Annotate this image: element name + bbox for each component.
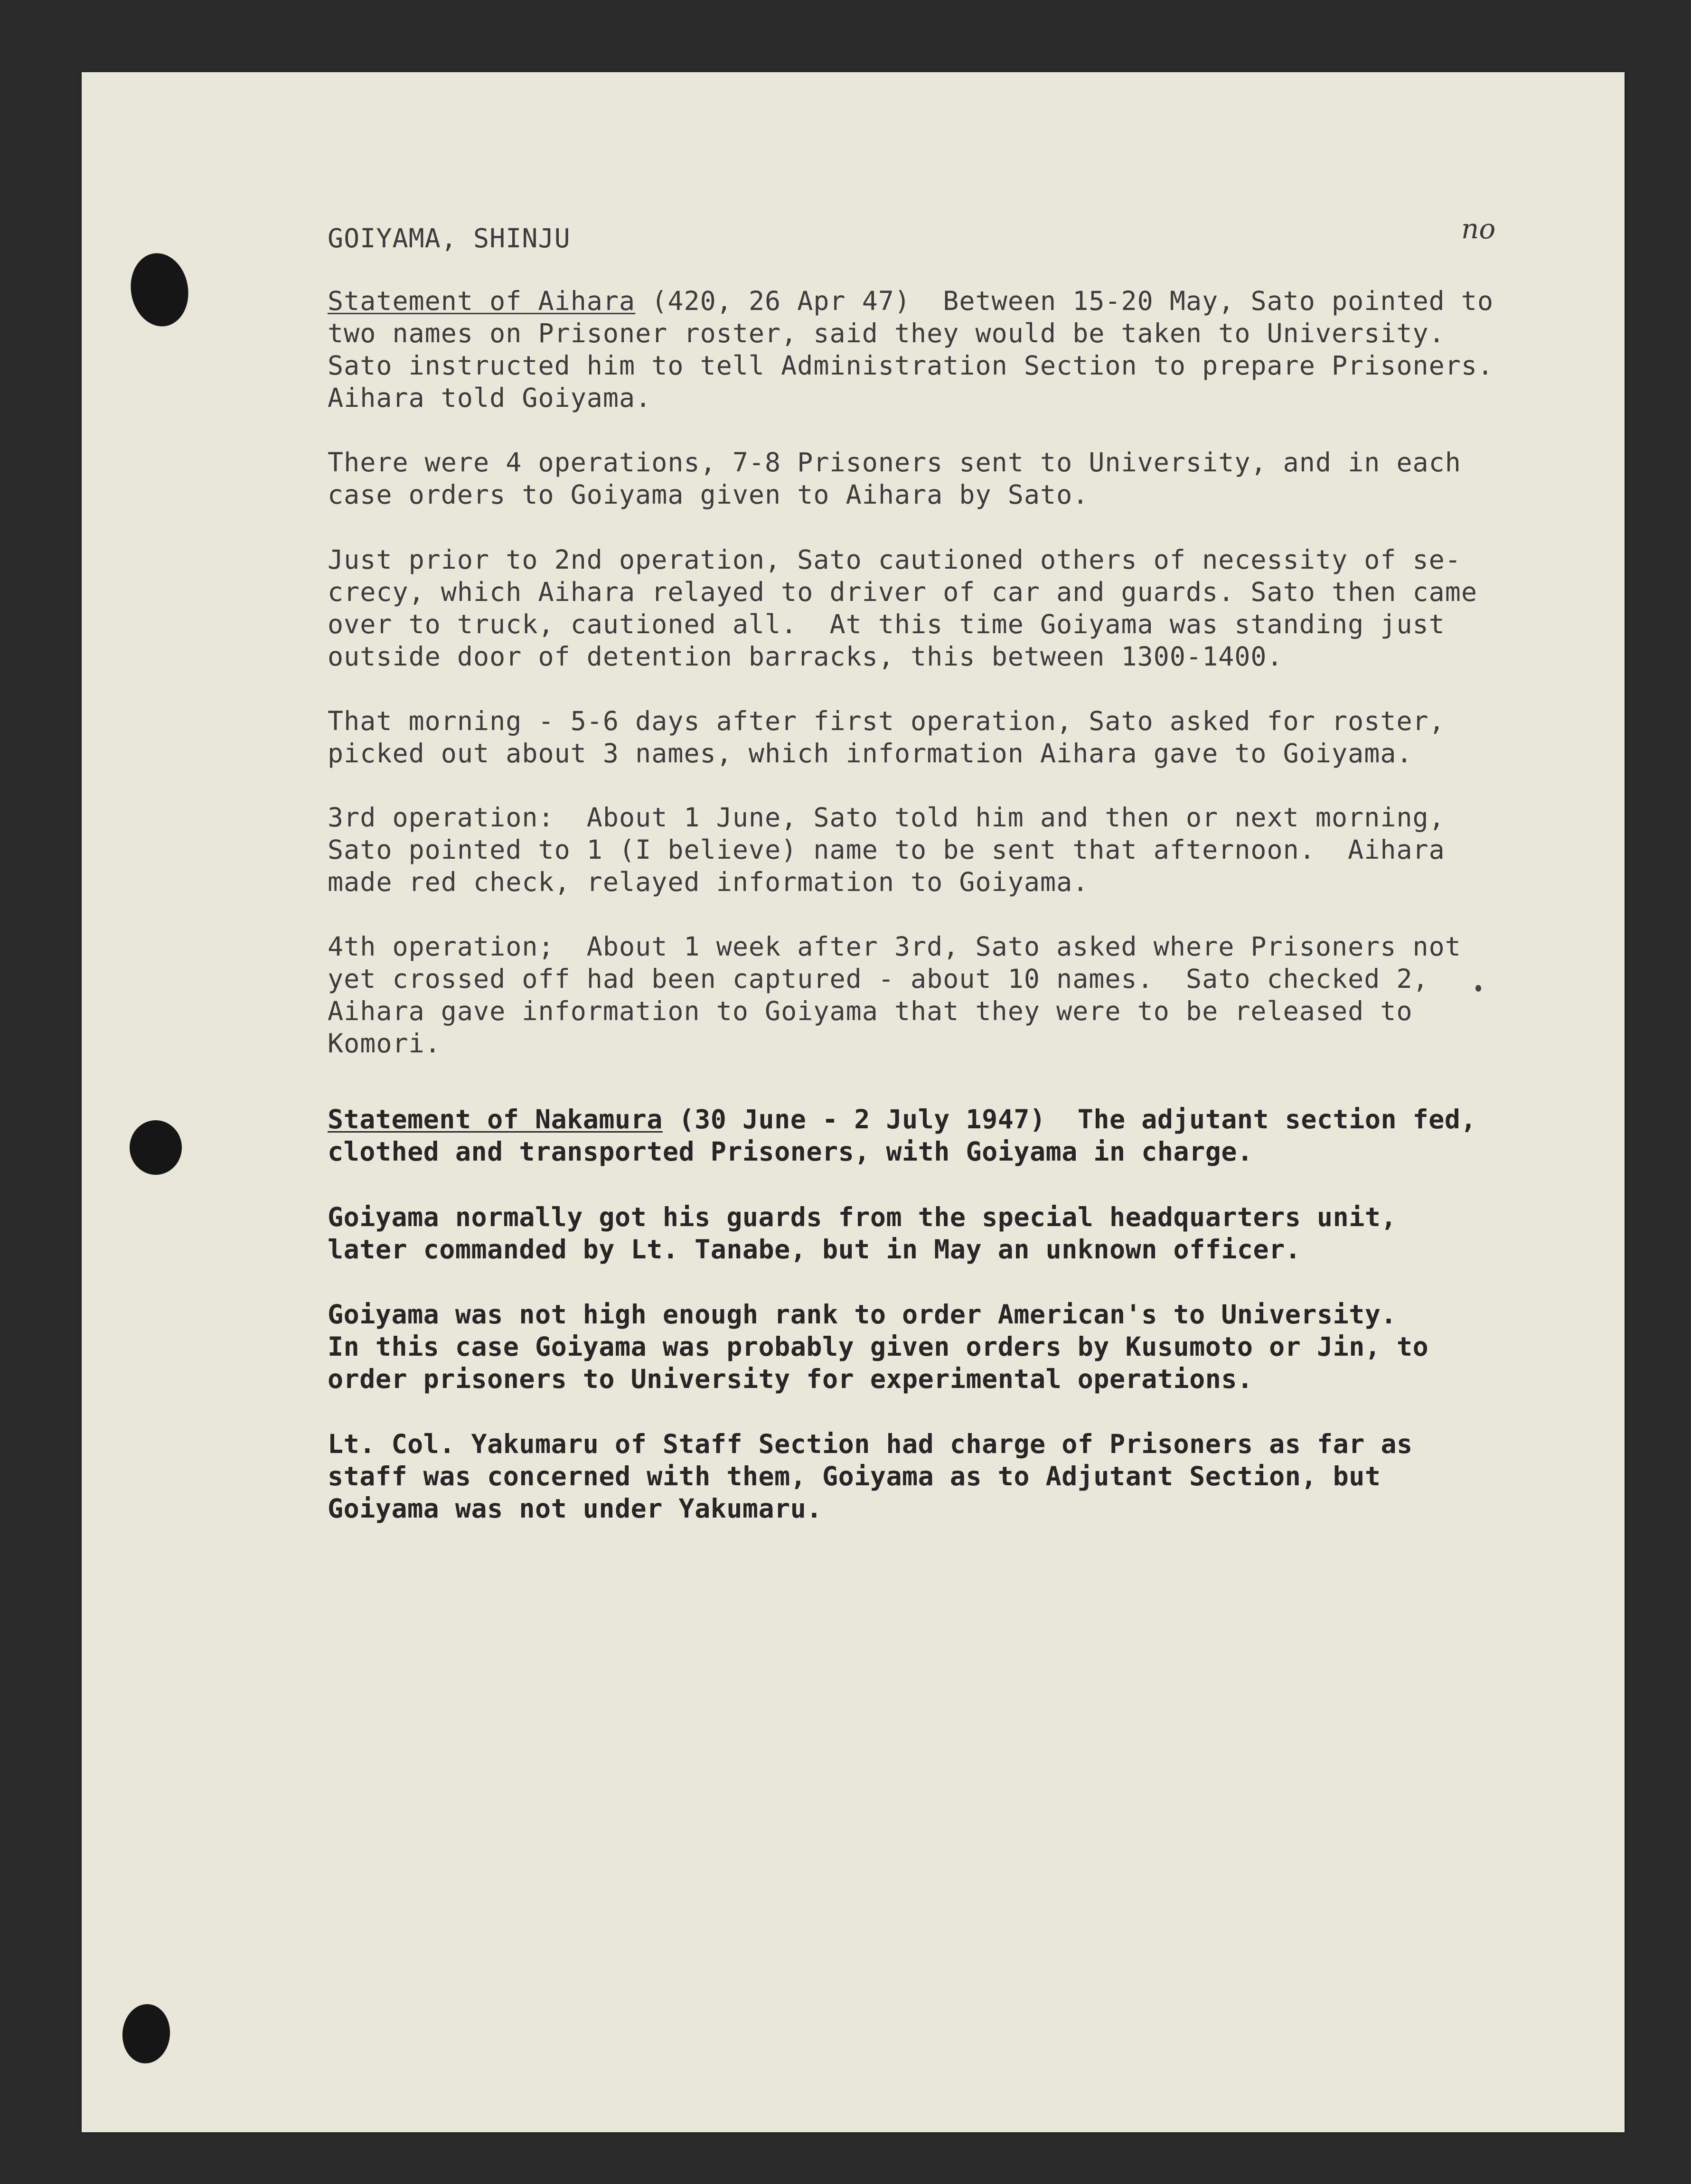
punch-hole-bottom xyxy=(120,2002,173,2065)
handwritten-margin-note: no xyxy=(1461,213,1496,245)
secrecy-line-4: outside door of detention barracks, this between 1300-1400. xyxy=(328,641,1283,672)
secrecy-line-2: crecy, which Aihara relayed to driver of car and guards. Sato then came xyxy=(328,577,1478,607)
aihara-line-1-text: (420, 26 Apr 47) Between 15-20 May, Sato pointed to xyxy=(635,286,1494,316)
third-operation-line-1: 3rd operation: About 1 June, Sato told him and then or next morning, xyxy=(328,802,1445,833)
document-heading: GOIYAMA, SHINJU xyxy=(328,223,571,253)
fourth-operation-line-4: Komori. xyxy=(328,1028,441,1059)
guards-line-2: later commanded by Lt. Tanabe, but in May an unknown officer. xyxy=(328,1234,1301,1265)
punch-hole-top xyxy=(125,249,194,331)
roster-line-1: That morning - 5-6 days after first operation, Sato asked for roster, xyxy=(328,706,1445,736)
nakamura-line-2: clothed and transported Prisoners, with Goiyama in charge. xyxy=(328,1136,1253,1167)
yakumaru-line-1: Lt. Col. Yakumaru of Staff Section had charge of Prisoners as far as xyxy=(328,1429,1413,1459)
aihara-line-1 xyxy=(328,285,1494,317)
aihara-statement-label: Statement of Aihara xyxy=(328,286,636,316)
nakamura-line-1 xyxy=(328,1103,1476,1135)
yakumaru-line-3: Goiyama was not under Yakumaru. xyxy=(328,1493,822,1524)
operations-line-1: There were 4 operations, 7-8 Prisoners sent to University, and in each xyxy=(328,447,1461,478)
operations-line-2: case orders to Goiyama given to Aihara by Sato. xyxy=(328,479,1089,510)
nakamura-statement-label: Statement of Nakamura xyxy=(328,1104,663,1134)
guards-line-1: Goiyama normally got his guards from the special headquarters unit, xyxy=(328,1202,1397,1232)
punch-hole-middle xyxy=(130,1120,182,1175)
fourth-operation-line-3: Aihara gave information to Goiyama that they were to be released to xyxy=(328,996,1413,1026)
secrecy-line-1: Just prior to 2nd operation, Sato cautioned others of necessity of se- xyxy=(328,544,1461,575)
secrecy-line-3: over to truck, cautioned all. At this time Goiyama was standing just xyxy=(328,609,1445,639)
ink-speck xyxy=(1475,985,1481,992)
nakamura-line-1-text: (30 June - 2 July 1947) The adjutant section fed, xyxy=(662,1104,1477,1134)
third-operation-line-3: made red check, relayed information to Goiyama. xyxy=(328,867,1089,897)
fourth-operation-line-1: 4th operation; About 1 week after 3rd, Sato asked where Prisoners not xyxy=(328,931,1461,962)
aihara-line-3: Sato instructed him to tell Administration Section to prepare Prisoners. xyxy=(328,350,1494,381)
yakumaru-line-2: staff was concerned with them, Goiyama as to Adjutant Section, but xyxy=(328,1461,1381,1491)
roster-line-2: picked out about 3 names, which information Aihara gave to Goiyama. xyxy=(328,738,1413,769)
aihara-line-4: Aihara told Goiyama. xyxy=(328,383,652,413)
rank-line-1: Goiyama was not high enough rank to order American's to University. xyxy=(328,1299,1397,1330)
third-operation-line-2: Sato pointed to 1 (I believe) name to be sent that afternoon. Aihara xyxy=(328,834,1445,865)
aihara-line-2: two names on Prisoner roster, said they would be taken to University. xyxy=(328,318,1445,348)
rank-line-2: In this case Goiyama was probably given orders by Kusumoto or Jin, to xyxy=(328,1331,1429,1362)
rank-line-3: order prisoners to University for experimental operations. xyxy=(328,1364,1253,1394)
fourth-operation-line-2: yet crossed off had been captured - about 10 names. Sato checked 2, xyxy=(328,964,1429,994)
